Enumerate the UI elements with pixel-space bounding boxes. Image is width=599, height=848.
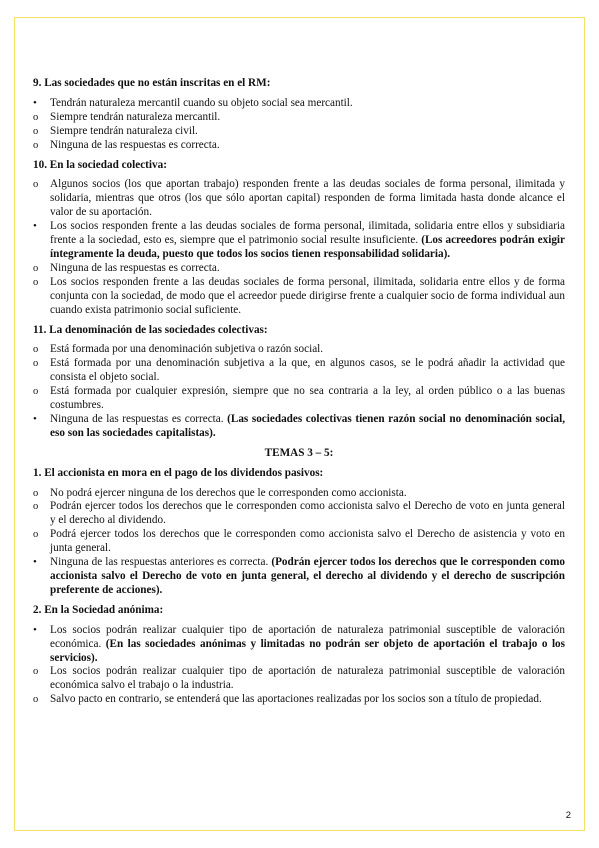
option: [33, 665, 565, 693]
option-text: Ninguna de las respuestas es correcta.: [50, 138, 220, 151]
option-text: Está formada por una denominación subjetiva a la que, en algunos casos, se le podrá añadir la actividad que consista el objeto social.: [50, 357, 565, 384]
option: [33, 385, 565, 413]
bullet-dot-icon: [33, 97, 45, 111]
option-text: Los socios responden frente a las deudas sociales de forma personal, ilimitada, solidaria entre ellos y subsidiaria frente a la sociedad, esto es, siempre que el patrimonio social resulte insuficiente.: [50, 220, 565, 247]
question-block: [33, 159, 565, 318]
option: [33, 262, 565, 276]
bullet-circle-icon: [33, 665, 45, 679]
document-body: [33, 77, 565, 713]
bullet-circle-icon: [33, 276, 45, 290]
option-text: Siempre tendrán naturaleza mercantil.: [50, 110, 221, 123]
option-text: Ninguna de las respuestas es correcta.: [50, 261, 220, 274]
selected-option: [33, 220, 565, 262]
selected-option: [33, 413, 565, 441]
answer-options: [33, 624, 565, 707]
question-title: 10. En la sociedad colectiva:: [33, 158, 167, 171]
bullet-dot-icon: [33, 556, 45, 570]
bullet-dot-icon: [33, 624, 45, 638]
question-block: [33, 77, 565, 153]
question-title: 11. La denominación de las sociedades colectivas:: [33, 323, 268, 336]
question-block: [33, 324, 565, 441]
option-text: Está formada por una denominación subjetiva o razón social.: [50, 343, 324, 356]
page-number: 2: [565, 810, 571, 821]
bullet-circle-icon: [33, 500, 45, 514]
option-text: Podrá ejercer todos los derechos que le corresponden como accionista salvo el Derecho de asistencia y voto en junta general.: [50, 528, 565, 555]
option: [33, 500, 565, 528]
answer-explanation: (Podrán ejercer todos los derechos que le corresponden como accionista salvo el Derecho de voto en junta general, el derecho al dividendo y el derecho de suscripción preferente de acciones).: [50, 556, 565, 596]
option-text: Los socios podrán realizar cualquier tipo de aportación de naturaleza patrimonial susceptible de valoración económica salvo el trabajo o la industria.: [50, 665, 565, 692]
answer-options: [33, 178, 565, 317]
option: [33, 343, 565, 357]
option-text: Los socios responden frente a las deudas sociales de forma personal, ilimitada, solidaria entre ellos y de forma conjunta con la sociedad, de modo que el acreedor puede dirigirse frente a cualquier socio de forma individual aun cuando exista patrimonio social suficiente.: [50, 275, 565, 316]
answer-explanation: (En las sociedades anónimas y limitadas no podrán ser objeto de aportación el trabajo o los servicios).: [50, 637, 566, 664]
answer-options: [33, 97, 565, 153]
selected-option: [33, 97, 565, 111]
bullet-dot-icon: [33, 413, 45, 427]
question-title: 2. En la Sociedad anónima:: [33, 603, 164, 616]
option-text: Tendrán naturaleza mercantil cuando su objeto social sea mercantil.: [50, 96, 353, 109]
bullet-circle-icon: [33, 385, 45, 399]
answer-explanation: (Las sociedades colectivas tienen razón social no denominación social, eso son las sociedades capitalistas).: [50, 412, 565, 439]
bullet-circle-icon: [33, 528, 45, 542]
option: [33, 528, 565, 556]
option: [33, 125, 565, 139]
bullet-circle-icon: [33, 487, 45, 501]
question-title: 9. Las sociedades que no están inscritas en el RM:: [33, 77, 271, 89]
bullet-circle-icon: [33, 357, 45, 371]
option: [33, 111, 565, 125]
option-text: Algunos socios (los que aportan trabajo) responden frente a las deudas sociales de forma personal, ilimitada y solidaria, mientras que otros (los que sólo aportan capital) responden de forma limitada hasta donde alcance el valor de su aportación.: [50, 178, 565, 219]
option: [33, 487, 565, 501]
bullet-dot-icon: [33, 220, 45, 234]
question-block: [33, 604, 565, 707]
option: [33, 693, 565, 707]
option: [33, 276, 565, 318]
selected-option: [33, 624, 565, 666]
bullet-circle-icon: [33, 343, 45, 357]
option-text: Ninguna de las respuestas anteriores es correcta.: [50, 556, 269, 569]
option-text: Los socios podrán realizar cualquier tipo de aportación de naturaleza patrimonial susceptible de valoración económica.: [50, 623, 565, 650]
bullet-circle-icon: [33, 125, 45, 139]
option-text: Podrán ejercer todos los derechos que le corresponden como accionista salvo el Derecho de voto en junta general y el derecho al dividendo.: [50, 500, 565, 527]
option-text: Siempre tendrán naturaleza civil.: [50, 124, 198, 137]
option: [33, 139, 565, 153]
bullet-circle-icon: [33, 111, 45, 125]
question-title: 1. El accionista en mora en el pago de los dividendos pasivos:: [33, 466, 324, 479]
option-text: Está formada por cualquier expresión, siempre que no sea contraria a la ley, al orden público o a las buenas costumbres.: [50, 385, 565, 412]
option: [33, 357, 565, 385]
bullet-circle-icon: [33, 693, 45, 707]
bullet-circle-icon: [33, 139, 45, 153]
option-text: Ninguna de las respuestas es correcta.: [50, 412, 224, 425]
answer-options: [33, 487, 565, 598]
option: [33, 178, 565, 220]
answer-options: [33, 343, 565, 440]
bullet-circle-icon: [33, 178, 45, 192]
option-text: Salvo pacto en contrario, se entenderá que las aportaciones realizadas por los socios son a título de propiedad.: [50, 693, 542, 706]
section-heading: TEMAS 3 – 5:: [264, 446, 334, 459]
selected-option: [33, 556, 565, 598]
question-block: [33, 467, 565, 598]
bullet-circle-icon: [33, 262, 45, 276]
answer-explanation: (Los acreedores podrán exigir íntegramente la deuda, puesto que todos los socios tienen responsabilidad solidaria).: [50, 234, 565, 260]
option-text: No podrá ejercer ninguna de los derechos que le corresponden como accionista.: [50, 486, 407, 499]
